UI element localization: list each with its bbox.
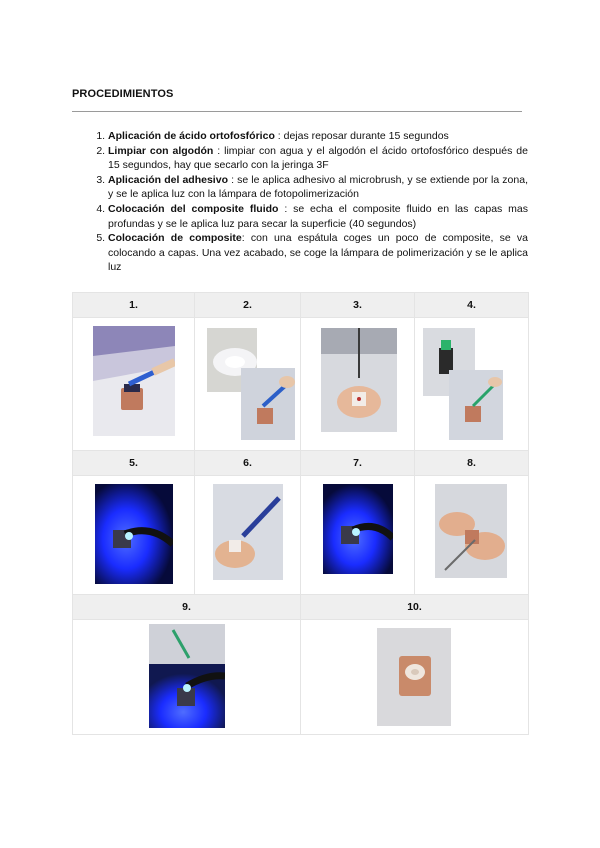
photo-label: 6. bbox=[195, 451, 301, 476]
step-heading: Limpiar con algodón bbox=[108, 144, 214, 157]
photo-label: 5. bbox=[73, 451, 195, 476]
photo-step-9 bbox=[149, 624, 225, 728]
photo-label: 1. bbox=[73, 293, 195, 318]
photo-step-6 bbox=[213, 484, 283, 580]
photo-label: 3. bbox=[301, 293, 415, 318]
photo-step-3 bbox=[321, 328, 397, 432]
photo-cell bbox=[195, 476, 301, 595]
step-text: : se le aplica adhesivo al microbrush, y se extiende por la zona, y se le aplica luz con la lámpara de fotopolimerización bbox=[108, 173, 528, 201]
photo-step-4b bbox=[449, 370, 503, 440]
step-text: : dejas reposar durante 15 segundos bbox=[274, 130, 449, 142]
step-text: : con una espátula coges un poco de composite, se va colocando a capas. Una vez acabado, se coge la lámpara de polimerización y se le aplica luz bbox=[108, 232, 528, 274]
photo-grid bbox=[72, 292, 529, 735]
page-title: PROCEDIMIENTOS bbox=[72, 88, 174, 100]
photo-step-8 bbox=[435, 484, 507, 578]
photo-label: 4. bbox=[415, 293, 529, 318]
photo-step-2b bbox=[241, 368, 295, 440]
procedure-step bbox=[108, 173, 528, 202]
procedure-step bbox=[108, 144, 528, 173]
step-heading: Aplicación del adhesivo bbox=[108, 173, 228, 186]
photo-step-7 bbox=[323, 484, 393, 574]
photo-cell bbox=[301, 318, 415, 451]
step-text: : se echa el composite fluido en las capas mas profundas y se le aplica luz para secar la superficie (40 segundos) bbox=[108, 202, 528, 230]
procedure-step bbox=[108, 231, 528, 275]
procedure-list bbox=[72, 129, 528, 275]
photo-cell bbox=[415, 318, 529, 451]
photo-step-5 bbox=[95, 484, 173, 584]
photo-cell bbox=[301, 476, 415, 595]
step-text: : limpiar con agua y el algodón el ácido ortofosfórico después de 15 segundos, hay que secarlo con la jeringa 3F bbox=[108, 144, 528, 172]
photo-cell bbox=[73, 318, 195, 451]
procedure-step bbox=[108, 202, 528, 231]
photo-label: 2. bbox=[195, 293, 301, 318]
title-divider bbox=[72, 111, 522, 112]
photo-step-1 bbox=[93, 326, 175, 436]
photo-label: 8. bbox=[415, 451, 529, 476]
step-heading: Colocación del composite fluido bbox=[108, 202, 279, 215]
step-heading: Colocación de composite bbox=[108, 232, 242, 245]
procedure-step bbox=[108, 129, 528, 144]
photo-label: 10. bbox=[301, 595, 529, 620]
photo-cell bbox=[195, 318, 301, 451]
photo-cell bbox=[301, 620, 529, 735]
photo-cell bbox=[73, 476, 195, 595]
photo-cell bbox=[73, 620, 301, 735]
photo-label: 9. bbox=[73, 595, 301, 620]
photo-step-10 bbox=[377, 628, 451, 726]
photo-cell bbox=[415, 476, 529, 595]
step-heading: Aplicación de ácido ortofosfórico bbox=[108, 130, 275, 142]
photo-label: 7. bbox=[301, 451, 415, 476]
